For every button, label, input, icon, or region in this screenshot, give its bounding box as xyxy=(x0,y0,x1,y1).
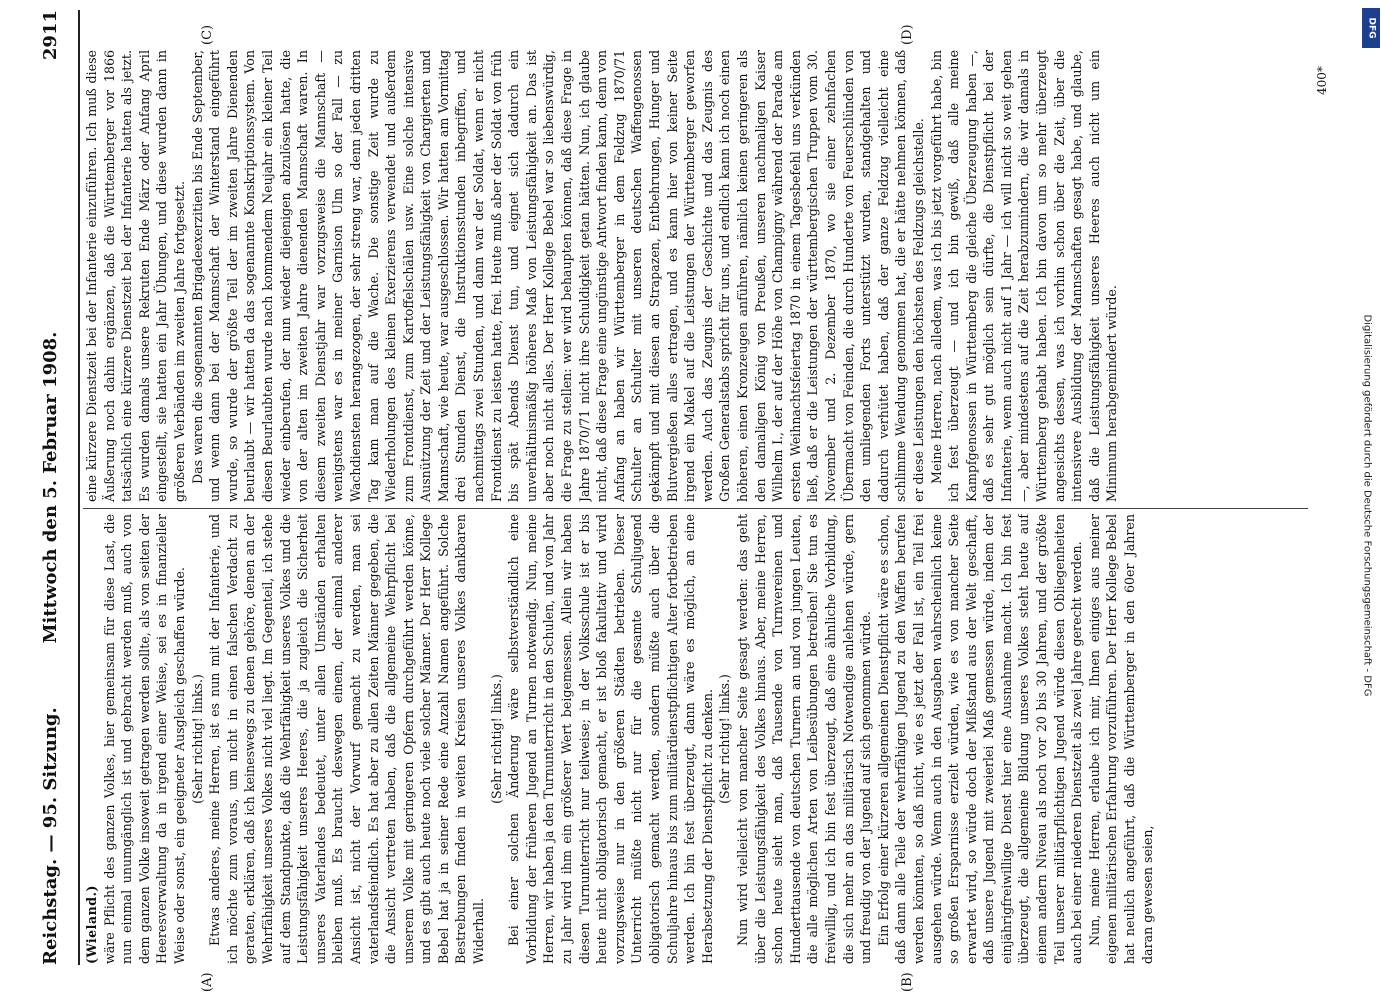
margin-mark-c: (C) xyxy=(200,24,215,45)
paragraph: Meine Herren, nach alledem, was ich bis jetzt vorgeführt habe, bin ich fest überzeugt — und ich bin gewiß, daß alle meine Kampfgenossen in Württemberg die gleiche Überzeugung haben —, daß es sehr gut möglich sein dürfte, die Dienstpflicht bei der Infanterie, wenn auch nicht auf 1 Jahr — ich will nicht so weit gehen —, aber mindestens auf die Zeit herabzumindern, die wir damals in Württemberg gehabt haben. Ich bin davon um so mehr überzeugt angesichts dessen, was ich vorhin schon über die Zeit, über die intensivere Ausbildung der Mannschaften gesagt habe, und glaube, daß die Leistungsfähigkeit unseres Heeres auch nicht um ein Minimum herabgemindert würde. xyxy=(928,50,1120,502)
paragraph: Bei einer solchen Änderung wäre selbstverständlich eine Vorbildung der früheren Jugend an Turnen notwendig. Nun, meine Herren, wir haben ja den Turnunterricht in den Schulen, und von Jahr zu Jahr wird ihm ein größerer Wert beigemessen. Allein wir haben diesen Turnunterricht nur teilweise; in der Volksschule ist er bis heute nicht obligatorisch gemacht, er ist bloß fakultativ und wird vorzugsweise nur in den größeren Städten betrieben. Dieser Unterricht müßte nicht nur für die gesamte Schuljugend obligatorisch gemacht werden, sondern müßte auch über die Schuljahre hinaus bis zum militärdienstpflichtigen Alter fortbetrieben werden. Ich bin fest überzeugt, dann wäre es möglich, an eine Herabsetzung der Dienstpflicht zu denken. xyxy=(506,514,715,964)
paragraph: Etwas anderes, meine Herren, ist es nun mit der Infanterie, und ich möchte zum voraus, um nicht in einen falschen Verdacht zu geraten, erklären, daß ich keineswegs zu denen gehöre, denen an der Wehrfähigkeit unseres Volkes nicht viel liegt. Im Gegenteil, ich stehe auf dem Standpunkte, daß die Wehrfähigkeit unseres Volkes und die Leistungsfähigkeit unseres Heeres, die ja zugleich die Sicherheit unseres Vaterlandes bedeutet, unter allen Umständen erhalten bleiben muß. Es braucht deswegen einem, der einmal anderer Ansicht ist, nicht der Vorwurf gemacht zu werden, man sei vaterlandsfeindlich. Es hat aber zu allen Zeiten Männer gegeben, die die Ansicht vertreten haben, daß die allgemeine Wehrpflicht bei unserem Volke mit geringeren Opfern durchgeführt werden könne, und es gibt auch heute noch viele solcher Männer. Der Herr Kollege Bebel hat ja in seiner Rede eine Anzahl Namen angeführt. Solche Bestrebungen finden in weiten Kreisen unseres Volkes dankbaren Widerhall. xyxy=(207,514,487,964)
interjection: (Sehr richtig! links.) xyxy=(488,674,504,804)
paragraph: eine kürzere Dienstzeit bei der Infanterie einzuführen. Ich muß diese Äußerung noch dahin ergänzen, daß die Württemberger vor 1866 tatsächlich eine kürzere Dienstzeit bei der Infanterie hatten als jetzt. Es wurden damals unsere Rekruten Ende März oder Anfang April eingestellt, sie hatten ein Jahr Übungen, und diese wurden dann in größeren Verbänden im zweiten Jahre fortgesetzt. xyxy=(84,50,187,502)
paragraph: Das waren die sogenannten Brigadeexerzitien bis Ende September, und wenn dann bei der Mannschaft der Winterstand eingeführt wurde, so wurde der größte Teil der im zweiten Jahre Dienenden beurlaubt — wir hatten da das sogenannte Konskriptionssystem. Von diesen Beurlaubten wurde nach kommendem Neujahr ein kleiner Teil wieder einberufen, der nun wieder diejenigen abzulösen hatte, die von der alten im zweiten Jahre dienenden Mannschaft waren. In diesem zweiten Dienstjahr war vorzugsweise die Mannschaft — wenigstens war es in meiner Garnison Ulm so der Fall — zu Wachdiensten herangezogen, der sehr streng war, denn jeden dritten Tag kam man auf die Wache. Die sonstige Zeit wurde zu Wiederholungen des kleinen Exerzierens verwendet und außerdem zum Frontdienst, zum Kartoffelschälen usw. Eine solche intensive Ausnützung der Zeit und der Leistungsfähigkeit von Chargierten und Mannschaft, wie heute, war ausgeschlossen. Wir hatten am Vormittag drei Stunden Dienst, die Instruktionsstunden inbegriffen, und nachmittags zwei Stunden, und dann war der Soldat, wenn er nicht Frontdienst zu leisten hatte, frei. Heute muß aber der Soldat von früh bis spät Abends Dienst tun, und eignet sich dadurch ein unverhältnismäßig höheres Maß von Leistungsfähigkeit an. Das ist aber noch nicht alles. Der Herr Kollege Bebel war so liebenswürdig, die Frage zu stellen: wer wird behaupten können, daß diese Frage in Jahre 1870/71 nicht ihre Schuldigkeit getan hätten. Nun, ich glaube nicht, daß diese Frage eine ungünstige Antwort finden kann, denn von Anfang an haben wir Württemberger in dem Feldzug 1870/71 Schulter an Schulter mit unseren deutschen Waffengenossen gekämpft und mit diesen an Strapazen, Entbehrungen, Hunger und Blutvergießen alles ertragen, und es kann hier von keiner Seite irgend ein Makel auf die Leistungen der Württemberger geworfen werden. Auch das Zeugnis der Geschichte und das Zeugnis des Großen Generalstabs spricht für uns, und endlich kann ich noch einen höheren, einen Kronzeugen anführen, nämlich keinen geringeren als den damaligen König von Preußen, unseren nachmaligen Kaiser Wilhelm I., der auf der Höhe von Champigny während der Parade am ersten Weihnachtsfeiertag 1870 in einem Tagesbefehl uns verkünden ließ, daß er die Leistungen der württembergischen Truppen vom 30. November und 2. Dezember 1870, wo sie einer zehnfachen Übermacht von Feinden, die durch Hunderte von Feuerschlünden von den umliegenden Forts unterstützt wurden, standgehalten und dadurch verhütet haben, daß der ganze Feldzug vielleicht eine schlimme Wendung genommen hat, die er hätte nehmen können, daß er diese Leistungen den höchsten des Feldzugs gleichstelle. xyxy=(189,50,926,502)
paragraph: Nun, meine Herren, erlaube ich mir, Ihnen einiges aus meiner eigenen militärischen Erfahrung vorzuführen. Der Herr Kollege Bebel hat neulich angeführt, daß die Württemberger in den 60er Jahren daran gewesen seien, xyxy=(1086,514,1155,964)
page-header xyxy=(40,10,76,965)
column-divider xyxy=(83,508,1308,509)
left-column xyxy=(83,514,1308,964)
paragraph: Nun wird vielleicht von mancher Seite gesagt werden: das geht über die Leistungsfähigkeit des Volkes hinaus. Aber, meine Herren, schon heute sieht man, daß Tausende von Turnvereinen und Hunderttausende von deutschen Turnern an und von jungen Leuten, die alle möglichen Arten von Leibesübungen betreiben! Sie tun es freiwillig, und ich bin fest überzeugt, daß eine ähnliche Vorbildung, die sich mehr an das militärisch Notwendige anlehnen würde, gern und freudig von der Jugend auf sich genommen würde. xyxy=(734,514,874,964)
digitization-text: Digitalisierung gefördert durch die Deutsche Forschungsgemeinschaft - DFG xyxy=(1361,314,1373,697)
header-left: Reichstag. — 95. Sitzung. xyxy=(40,707,61,965)
margin-mark-b: (B) xyxy=(900,972,915,992)
speaker-name: (Wieland.) xyxy=(84,885,99,964)
interjection: (Sehr richtig! links.) xyxy=(717,674,733,804)
header-date: Mittwoch den 5. Februar 1908. xyxy=(40,331,61,644)
signature-mark: 400* xyxy=(1315,66,1329,95)
dfg-logo: DFG xyxy=(1362,8,1380,48)
paragraph: wäre Pflicht des ganzen Volkes, hier gemeinsam für diese Last, die nun einmal unumgänglich ist und gebracht werden muß, auch von dem ganzen Volke insoweit getragen werden sollte, als von seiten der Heeresverwaltung da in irgend einer Weise, sei es in finanzieller Weise oder sonst, ein geeigneter Ausgleich geschaffen würde. xyxy=(101,514,187,964)
margin-mark-a: (A) xyxy=(200,972,215,992)
paragraph: Ein Erfolg einer kürzeren allgemeinen Dienstpflicht wäre es schon, daß dann alle Teile der wehrfähigen Jugend zu den Waffen berufen werden könnten, so daß nicht, wie es jetzt der Fall ist, ein Teil frei ausgehen würde. Wenn auch in den Ausgaben wahrscheinlich keine so großen Ersparnisse erzielt würden, wie es von mancher Seite erwartet wird, so würde doch der Mißstand aus der Welt geschafft, daß unsere Jugend mit zweierlei Maß gemessen würde, indem der einjährigfreiwillige Dienst hier eine Ausnahme macht. Ich bin fest überzeugt, die allgemeine Bildung unseres Volkes steht heute auf einem andern Niveau als noch vor 20 bis 30 Jahren, und der größte Teil unserer militärpflichtigen Jugend würde diesen Obliegenheiten auch bei einer niederen Dienstzeit als zwei Jahre gerecht werden. xyxy=(875,514,1085,964)
digitization-note xyxy=(1357,0,1377,1000)
margin-mark-d: (D) xyxy=(900,24,915,45)
interjection: (Sehr richtig! links.) xyxy=(189,674,205,804)
page-number: 2911 xyxy=(40,10,61,61)
header-rule xyxy=(78,10,80,965)
right-column xyxy=(83,50,1308,502)
